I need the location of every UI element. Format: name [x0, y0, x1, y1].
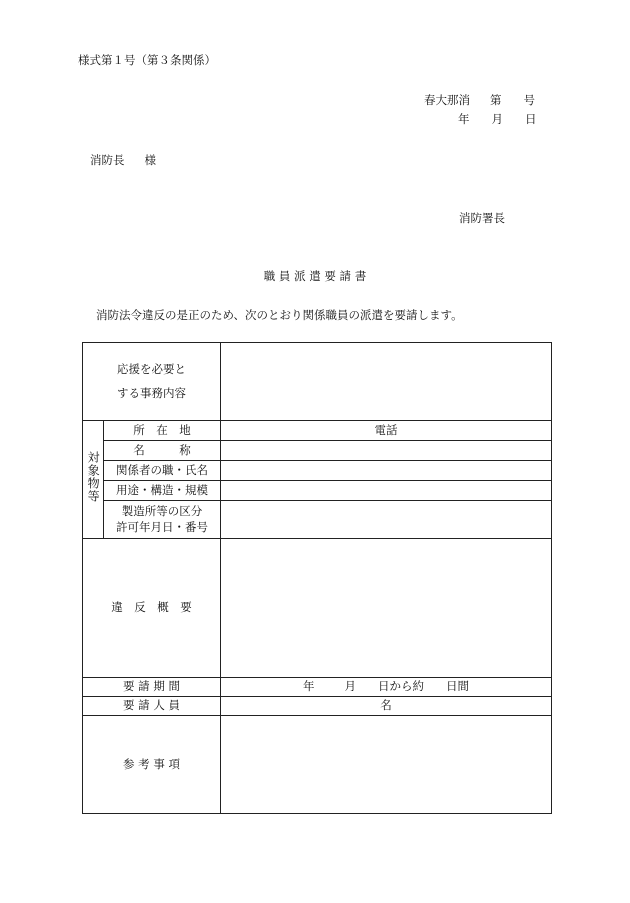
- location-field[interactable]: [221, 421, 552, 441]
- notes-row: [83, 716, 552, 814]
- period-label: 要 請 期 間: [83, 678, 221, 697]
- date-year: 年: [458, 112, 470, 126]
- facility-field[interactable]: [221, 501, 552, 539]
- person-field[interactable]: [221, 461, 552, 481]
- staff-label: 要 請 人 員: [83, 697, 221, 716]
- staff-unit: 名: [380, 698, 392, 713]
- name-label: 名 称: [104, 441, 221, 461]
- staff-row: [83, 697, 552, 716]
- support-content-field[interactable]: [221, 343, 552, 421]
- date-day: 日: [525, 112, 537, 126]
- issuer-dai: 第: [490, 93, 502, 107]
- form-number: 様式第１号（第３条関係）: [78, 53, 216, 67]
- addressee-honorific: 様: [144, 153, 156, 167]
- addressee-title: 消防長: [90, 153, 125, 167]
- period-year: 年: [303, 679, 315, 694]
- use-row: [83, 481, 552, 501]
- notes-label: 参 考 事 項: [83, 716, 221, 814]
- support-row: [83, 343, 552, 421]
- addressee: [90, 152, 156, 168]
- issuer-go: 号: [523, 93, 535, 107]
- document-title: 職 員 派 遣 要 請 書: [263, 269, 367, 283]
- person-label: 関係者の職・氏名: [104, 461, 221, 481]
- target-group-label: 対象物等: [83, 421, 104, 539]
- violation-row: [83, 539, 552, 678]
- location-row: [83, 421, 552, 441]
- period-row: [83, 678, 552, 697]
- phone-label: 電話: [374, 422, 398, 437]
- period-month: 月: [344, 679, 356, 694]
- name-field[interactable]: [221, 441, 552, 461]
- facility-label: 製造所等の区分 許可年月日・番号: [104, 501, 221, 539]
- facility-row: [83, 501, 552, 539]
- period-days: 日から約: [378, 679, 424, 694]
- notes-field[interactable]: [221, 716, 552, 814]
- intro-text: 消防法令違反の是正のため、次のとおり関係職員の派遣を要請します。: [96, 308, 463, 322]
- issuer-reference: [424, 92, 535, 108]
- issue-date: [458, 111, 537, 127]
- period-field[interactable]: [221, 678, 552, 697]
- sender: 消防署長: [459, 211, 505, 225]
- use-field[interactable]: [221, 481, 552, 501]
- issuer-prefix: 春大那消: [424, 93, 470, 107]
- period-suffix: 日間: [446, 679, 469, 694]
- location-label: 所 在 地: [104, 421, 221, 441]
- date-month: 月: [491, 112, 503, 126]
- staff-field[interactable]: [221, 697, 552, 716]
- support-label: 応援を必要と する事務内容: [83, 343, 221, 421]
- person-row: [83, 461, 552, 481]
- request-table: [82, 342, 552, 814]
- violation-field[interactable]: [221, 539, 552, 678]
- violation-label: 違 反 概 要: [83, 539, 221, 678]
- use-label: 用途・構造・規模: [104, 481, 221, 501]
- name-row: [83, 441, 552, 461]
